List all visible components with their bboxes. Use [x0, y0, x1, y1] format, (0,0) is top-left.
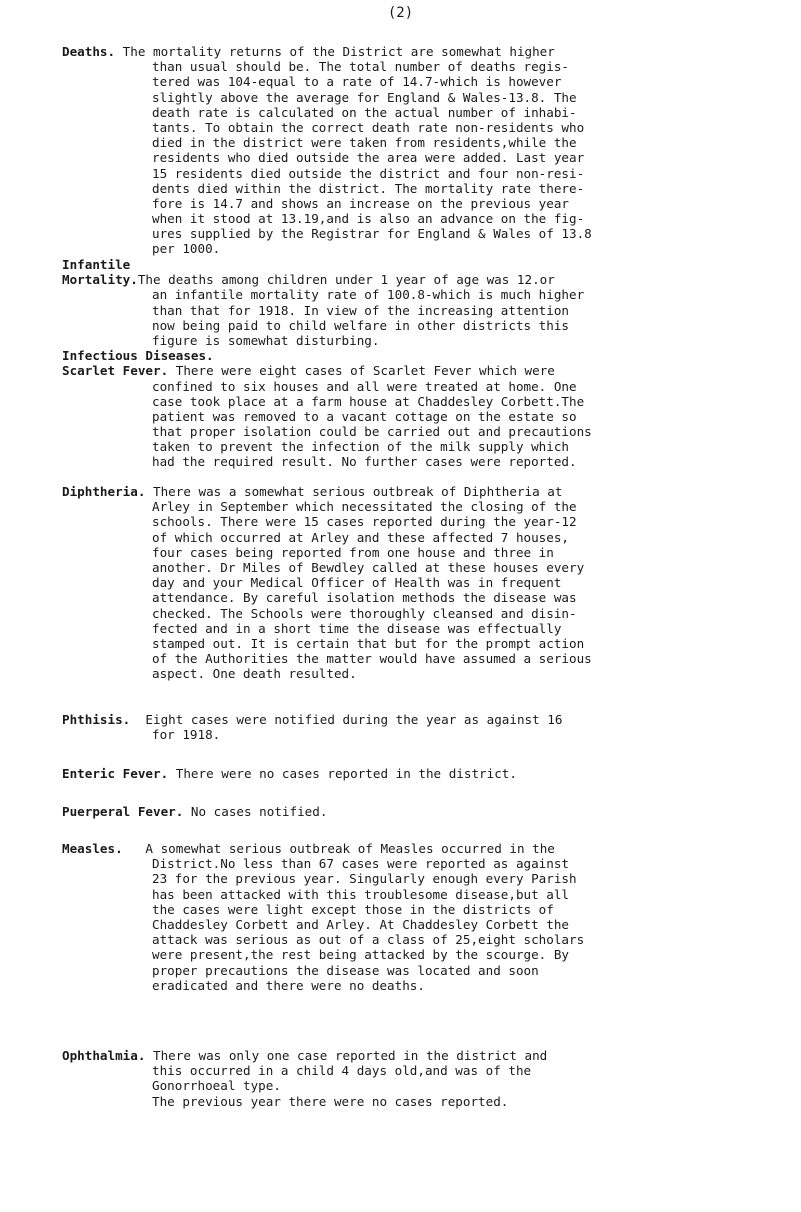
deaths-line: than usual should be. The total number of deaths regis- [152, 59, 570, 75]
mortality-heading: Mortality. [62, 272, 138, 288]
ophthalmia-line: this occurred in a child 4 days old,and was of the [152, 1063, 532, 1079]
measles-line: the cases were light except those in the districts of [152, 901, 554, 917]
infantile-section [62, 257, 762, 470]
scarlet-line: had the required result. No further cases were reported. [152, 454, 577, 470]
measles-line: were present,the rest being attacked by the scourge. By [152, 947, 570, 963]
deaths-line: 15 residents died outside the district and four non-resi- [152, 165, 585, 181]
phthisis-line: Eight cases were notified during the year as against 16 [145, 712, 563, 727]
phthisis-section [62, 712, 762, 742]
measles-line: has been attacked with this troublesome disease,but all [152, 886, 570, 902]
deaths-line: death rate is calculated on the actual number of inhabi- [152, 104, 577, 120]
page-number: (2) [387, 5, 414, 21]
diphtheria-line: of the Authorities the matter would have assumed a serious [152, 651, 592, 667]
diphtheria-line: Arley in September which necessitated the closing of the [152, 499, 577, 515]
enteric-section [62, 766, 762, 781]
deaths-line: dents died within the district. The mortality rate there- [152, 180, 585, 196]
measles-line: 23 for the previous year. Singularly enough every Parish [152, 871, 577, 887]
ophthalmia-line: Gonorrhoeal type. [152, 1078, 281, 1094]
scarlet-line: patient was removed to a vacant cottage on the estate so [152, 408, 577, 424]
deaths-line: when it stood at 13.19,and is also an advance on the fig- [152, 211, 585, 227]
deaths-line: residents who died outside the area were added. Last year [152, 150, 585, 166]
deaths-line: fore is 14.7 and shows an increase on the previous year [152, 195, 570, 211]
puerperal-section [62, 804, 762, 819]
ophthalmia-line: There was only one case reported in the district and [153, 1048, 548, 1063]
deaths-line: died in the district were taken from residents,while the [152, 135, 577, 151]
measles-line: eradicated and there were no deaths. [152, 977, 425, 993]
diphtheria-line: aspect. One death resulted. [152, 666, 357, 682]
infantile-line: than that for 1918. In view of the increasing attention [152, 302, 570, 318]
deaths-line: slightly above the average for England & Wales-13.8. The [152, 89, 577, 105]
scarlet-line: case took place at a farm house at Chaddesley Corbett.The [152, 393, 585, 409]
measles-section [62, 841, 762, 993]
diphtheria-line: checked. The Schools were thoroughly cleansed and disin- [152, 605, 577, 621]
infantile-line: figure is somewhat disturbing. [152, 332, 380, 348]
diphtheria-line: fected and in a short time the disease was effectually [152, 620, 562, 636]
ophthalmia-section [62, 1048, 762, 1109]
diphtheria-heading: Diphtheria. [62, 484, 146, 499]
diphtheria-line: another. Dr Miles of Bewdley called at these houses every [152, 559, 585, 575]
puerperal-heading: Puerperal Fever. [62, 804, 184, 819]
diphtheria-line: schools. There were 15 cases reported during the year-12 [152, 514, 577, 530]
ophthalmia-heading: Ophthalmia. [62, 1048, 146, 1063]
enteric-heading: Enteric Fever. [62, 766, 169, 781]
deaths-line: ures supplied by the Registrar for England & Wales of 13.8 [152, 226, 592, 242]
deaths-section [62, 44, 762, 257]
enteric-line: There were no cases reported in the district. [175, 766, 517, 781]
scarlet-line: taken to prevent the infection of the milk supply which [152, 439, 570, 455]
deaths-line: The mortality returns of the District are somewhat higher [122, 44, 555, 59]
measles-line: attack was serious as out of a class of 25,eight scholars [152, 932, 585, 948]
diphtheria-section [62, 484, 762, 681]
measles-heading: Measles. [62, 841, 123, 856]
deaths-line: per 1000. [152, 241, 221, 257]
phthisis-line: for 1918. [152, 727, 221, 743]
deaths-line: tered was 104-equal to a rate of 14.7-which is however [152, 74, 562, 90]
deaths-heading: Deaths. [62, 44, 116, 59]
diphtheria-line: four cases being reported from one house and three in [152, 544, 554, 560]
infantile-heading: Infantile [62, 257, 131, 272]
infantile-line: now being paid to child welfare in other districts this [152, 317, 570, 333]
puerperal-line: No cases notified. [190, 804, 328, 819]
scarlet-line: confined to six houses and all were treated at home. One [152, 378, 577, 394]
diphtheria-line: attendance. By careful isolation methods the disease was [152, 590, 577, 606]
deaths-line: tants. To obtain the correct death rate non-residents who [152, 119, 585, 135]
scarlet-line: There were eight cases of Scarlet Fever which were [175, 363, 555, 379]
scarlet-heading: Scarlet Fever. [62, 363, 169, 379]
infectious-heading: Infectious Diseases. [62, 348, 214, 364]
infantile-line: an infantile mortality rate of 100.8-which is much higher [152, 287, 585, 303]
diphtheria-line: day and your Medical Officer of Health was in frequent [152, 575, 562, 591]
ophthalmia-line: The previous year there were no cases reported. [152, 1093, 509, 1109]
diphtheria-line: stamped out. It is certain that but for the prompt action [152, 635, 585, 651]
measles-line: proper precautions the disease was located and soon [152, 962, 539, 978]
scarlet-line: that proper isolation could be carried out and precautions [152, 424, 592, 440]
infantile-line: The deaths among children under 1 year of age was 12.or [137, 272, 555, 288]
diphtheria-line: of which occurred at Arley and these affected 7 houses, [152, 529, 570, 545]
phthisis-heading: Phthisis. [62, 712, 131, 727]
measles-line: District.No less than 67 cases were reported as against [152, 856, 570, 872]
measles-line: Chaddesley Corbett and Arley. At Chaddesley Corbett the [152, 916, 570, 932]
measles-line: A somewhat serious outbreak of Measles occurred in the [145, 841, 555, 856]
diphtheria-line: There was a somewhat serious outbreak of Diphtheria at [153, 484, 563, 499]
